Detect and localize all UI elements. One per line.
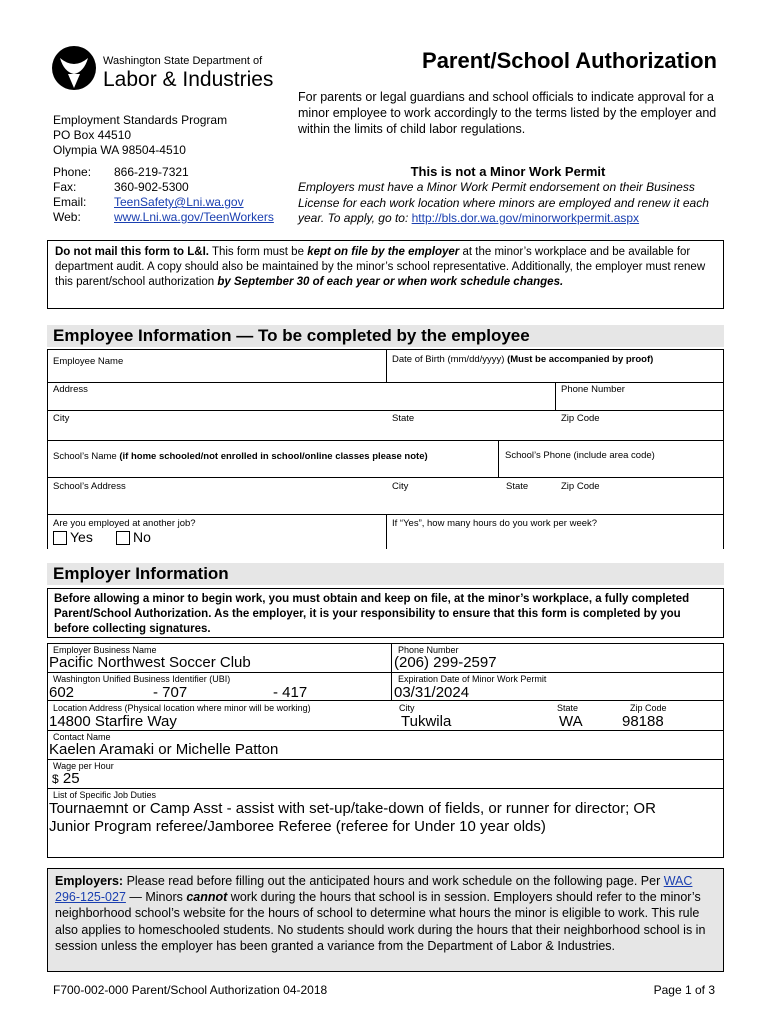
employer-city-label: City <box>399 703 415 713</box>
wage-value: 25 <box>62 770 80 787</box>
city-field[interactable] <box>52 426 382 440</box>
other-job-label: Are you employed at another job? <box>53 518 196 529</box>
contact-field[interactable]: Kaelen Aramaki or Michelle Patton <box>49 741 279 758</box>
dob-field[interactable] <box>391 368 721 382</box>
wage-field[interactable] <box>52 770 80 787</box>
po-box: PO Box 44510 <box>53 128 132 142</box>
permit-link[interactable]: http://bls.dor.wa.gov/minorworkpermit.aspx <box>411 211 640 225</box>
not-permit-text <box>298 180 726 227</box>
program-name: Employment Standards Program <box>53 113 228 127</box>
school-phone-field[interactable] <box>503 463 718 477</box>
web-label: Web: <box>53 210 81 224</box>
employer-instructions: Before allowing a minor to begin work, you must obtain and keep on file, at the minor’s workplace, a fully completed Parent/School Authorization. As the employer, it is your responsibility to ensure that this form is completed by you before collecting signatures. <box>47 588 724 638</box>
employers-note-text-1: Please read before filling out the anticipated hours and work schedule on the following page. Per <box>123 874 664 888</box>
employer-state-field[interactable]: WA <box>559 713 583 730</box>
yes-checkbox[interactable] <box>53 531 67 545</box>
employer-state-label: State <box>557 703 579 713</box>
business-name-field[interactable]: Pacific Northwest Soccer Club <box>49 654 251 671</box>
employer-section-heading: Employer Information <box>47 563 724 585</box>
school-phone-label: School’s Phone (include area code) <box>505 450 655 461</box>
dob-note: (Must be accompanied by proof) <box>507 354 654 365</box>
phone-value: 866-219-7321 <box>114 165 189 179</box>
email-label: Email: <box>53 195 87 209</box>
employer-zip-label: Zip Code <box>630 703 667 713</box>
dob-label-text: Date of Birth (mm/dd/yyyy) <box>392 354 508 365</box>
employee-phone-field[interactable] <box>560 396 720 410</box>
lni-logo <box>50 44 98 92</box>
address-label: Address <box>53 384 88 395</box>
employer-phone-label: Phone Number <box>398 645 459 655</box>
wac-link[interactable]: WAC 296-125-027 <box>55 874 693 905</box>
other-job-yes[interactable] <box>53 529 93 545</box>
employee-name-field[interactable] <box>52 368 382 382</box>
ubi-part-3[interactable]: - 417 <box>273 684 308 701</box>
school-city-label: City <box>392 481 409 492</box>
intro-text: For parents or legal guardians and school officials to indicate approval for a minor employee to work accordingly to the terms listed by the employer and within the limits of child labor regulations. <box>298 90 717 136</box>
state-field[interactable] <box>391 426 551 440</box>
notice-text-1: This form must be <box>208 246 308 258</box>
hours-field[interactable] <box>391 532 721 546</box>
school-name-field[interactable] <box>52 463 492 477</box>
employers-note-bold: Employers: <box>55 874 124 888</box>
not-permit-heading: This is not a Minor Work Permit <box>410 164 606 179</box>
page-title: Parent/School Authorization <box>422 48 717 73</box>
contact-label: Contact Name <box>53 732 111 742</box>
lni-logo-icon <box>50 44 98 92</box>
city-label: City <box>53 413 70 424</box>
expiration-label: Expiration Date of Minor Work Permit <box>398 674 547 684</box>
hours-label: If “Yes”, how many hours do you work per week? <box>392 518 598 529</box>
employers-note-emphasis: cannot <box>186 890 228 905</box>
employee-name-label: Employee Name <box>53 356 124 367</box>
agency-name-line1: Washington State Department of <box>103 55 263 67</box>
school-name-note: (if home schooled/not enrolled in school/online classes please note) <box>119 451 428 462</box>
zip-label: Zip Code <box>561 413 600 424</box>
dob-label <box>392 354 653 365</box>
employer-city-field[interactable]: Tukwila <box>401 713 452 730</box>
dollar-sign: $ <box>52 772 59 786</box>
employers-note-text-3: work during the hours that school is in session. Employers should refer to the minor’s neighborhood school’s website for the hours of school to determine what hours the minor is eligible to work. This rule also applies to homeschooled students. No students should work during the hours that their neighborhood school is in session unless the employer has been granted a variance from the Department of Labor & Industries. <box>55 890 706 953</box>
notice-emphasis-2: by September 30 of each year or when work schedule changes. <box>217 276 564 288</box>
zip-field[interactable] <box>560 426 720 440</box>
not-permit-body: Employers must have a Minor Work Permit endorsement on their Business License for each work location where minors are employed and renew it each year. To apply, go to: <box>298 180 709 225</box>
state-label: State <box>392 413 415 424</box>
form-id: F700-002-000 Parent/School Authorization 04-2018 <box>53 983 328 997</box>
ubi-part-1[interactable]: 602 <box>49 684 75 701</box>
school-address-field[interactable] <box>52 495 382 509</box>
page-number: Page 1 of 3 <box>653 983 715 997</box>
agency-name-line2: Labor & Industries <box>103 68 274 91</box>
phone-number-label: Phone Number <box>561 384 625 395</box>
employer-phone-field[interactable]: (206) 299-2597 <box>394 654 497 671</box>
notice-text-2: at the minor’s workplace and be available for department audit. A copy should also be maintained by the minor’s school representative. Additionally, the employer must renew this parent/school authorization <box>55 246 706 288</box>
duties-line-2[interactable]: Junior Program referee/Jamboree Referee (referee for Under 10 year olds) <box>49 818 546 835</box>
other-job-no[interactable] <box>116 529 151 545</box>
expiration-field[interactable]: 03/31/2024 <box>394 684 470 701</box>
email-link[interactable]: TeenSafety@Lni.wa.gov <box>114 195 244 209</box>
address-field[interactable] <box>52 396 552 410</box>
no-checkbox[interactable] <box>116 531 130 545</box>
location-field[interactable]: 14800 Starfire Way <box>49 713 177 730</box>
employer-zip-field[interactable]: 98188 <box>622 713 664 730</box>
no-label: No <box>133 529 151 545</box>
wage-label: Wage per Hour <box>53 761 114 771</box>
business-name-label: Employer Business Name <box>53 645 157 655</box>
school-address-label: School’s Address <box>53 481 126 492</box>
school-zip-label: Zip Code <box>561 481 600 492</box>
duties-line-1[interactable]: Tournaemnt or Camp Asst - assist with set-up/take-down of fields, or runner for director; OR <box>49 800 656 817</box>
school-state-label: State <box>506 481 529 492</box>
fax-value: 360-902-5300 <box>114 180 189 194</box>
notice-bold: Do not mail this form to L&I. <box>55 246 209 258</box>
employers-note-text-2: — Minors <box>125 890 187 905</box>
notice-box <box>47 240 724 309</box>
fax-label: Fax: <box>53 180 77 194</box>
ubi-part-2[interactable]: - 707 <box>153 684 188 701</box>
location-label: Location Address (Physical location where minor will be working) <box>53 703 311 713</box>
school-name-label-text: School’s Name <box>53 451 120 462</box>
employee-section-heading: Employee Information — To be completed by the employee <box>47 325 724 347</box>
web-link[interactable]: www.Lni.wa.gov/TeenWorkers <box>114 210 274 224</box>
phone-label: Phone: <box>53 165 92 179</box>
employers-note <box>47 868 724 972</box>
city-line: Olympia WA 98504-4510 <box>53 143 186 157</box>
school-name-label <box>53 451 428 462</box>
employer-row-5 <box>47 760 724 789</box>
ubi-label: Washington Unified Business Identifier (UBI) <box>53 674 231 684</box>
duties-label: List of Specific Job Duties <box>53 790 157 800</box>
notice-emphasis-1: kept on file by the employer <box>307 246 460 258</box>
yes-label: Yes <box>70 529 93 545</box>
